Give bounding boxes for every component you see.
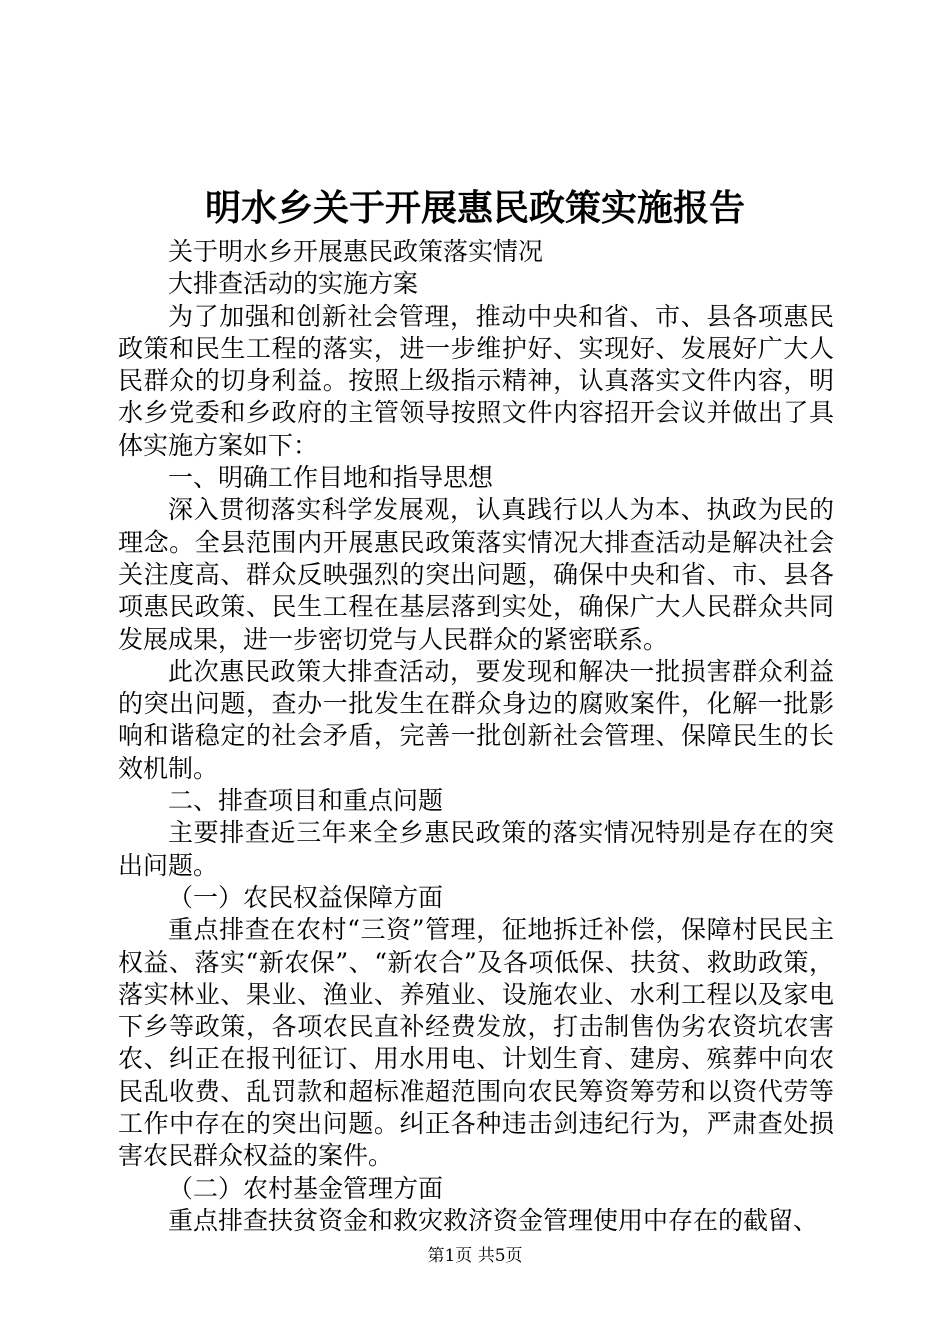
subtitle-line-1: 关于明水乡开展惠民政策落实情况 xyxy=(168,237,544,266)
subtitle-line-2: 大排查活动的实施方案 xyxy=(168,269,419,299)
paragraph-guiding-thought: 深入贯彻落实科学发展观，认真践行以人为本、执政为民的理念。全县范围内开展惠民政策落实情况大排查活动是解决社会关注度高、群众反映强烈的突出问题，确保中央和省、市、县各项惠民政策、民生工程在基层落到实处，确保广大人民群众共同发展成果，进一步密切党与人民群众的紧密联系。 xyxy=(118,495,834,654)
paragraph-activity-goal: 此次惠民政策大排查活动，要发现和解决一批损害群众利益的突出问题，查办一批发生在群众身边的腐败案件，化解一批影响和谐稳定的社会矛盾，完善一批创新社会管理、保障民生的长效机制。 xyxy=(118,656,834,783)
document-body xyxy=(118,236,834,1237)
document-title: 明水乡关于开展惠民政策实施报告 xyxy=(204,187,745,229)
subsection-heading-2: （二）农村基金管理方面 xyxy=(168,1173,444,1203)
page-footer: 第1页 共5页 xyxy=(427,1246,523,1266)
subsection-heading-1: （一）农民权益保障方面 xyxy=(168,882,444,912)
paragraph-fund-management: 重点排查扶贫资金和救灾救济资金管理使用中存在的截留、 xyxy=(168,1205,819,1235)
paragraph-farmer-rights: 重点排查在农村“三资”管理，征地拆迁补偿，保障村民民主权益、落实“新农保”、“新农合”及各项低保、扶贫、救助政策，落实林业、果业、渔业、养殖业、设施农业、水利工程以及家电下乡等政策，各项农民直补经费发放，打击制售伪劣农资坑农害农、纠正在报刊征订、用水用电、计划生育、建房、殡葬中向农民乱收费、乱罚款和超标准超范围向农民筹资筹劳和以资代劳等工作中存在的突出问题。纠正各种违击剑违纪行为，严肃查处损害农民群众权益的案件。 xyxy=(118,915,834,1171)
paragraph-main-check: 主要排查近三年来全乡惠民政策的落实情况特别是存在的突出问题。 xyxy=(118,818,834,880)
paragraph-intro: 为了加强和创新社会管理，推动中央和省、市、县各项惠民政策和民生工程的落实，进一步维护好、实现好、发展好广大人民群众的切身利益。按照上级指示精神，认真落实文件内容，明水乡党委和乡政府的主管领导按照文件内容招开会议并做出了具体实施方案如下： xyxy=(118,301,834,460)
section-heading-2: 二、排查项目和重点问题 xyxy=(168,786,444,816)
section-heading-1: 一、明确工作目地和指导思想 xyxy=(168,463,494,493)
